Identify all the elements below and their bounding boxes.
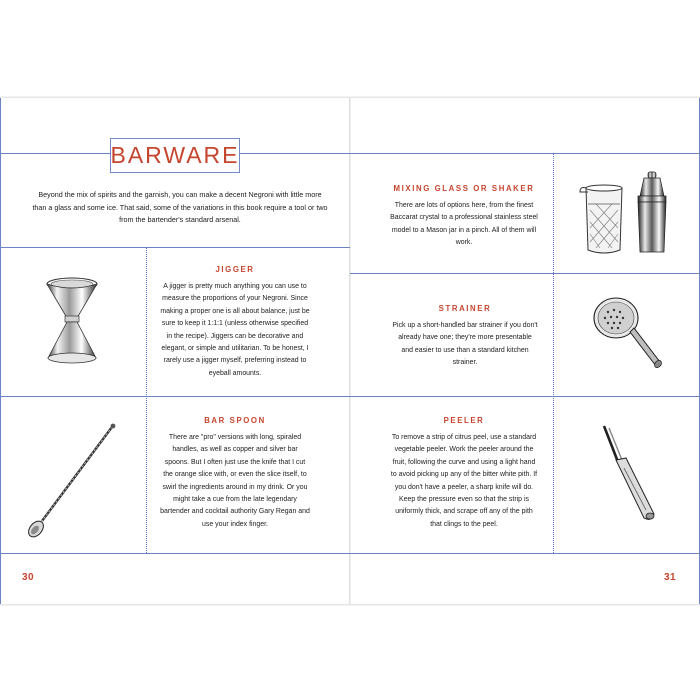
section-heading-peeler: PEELER xyxy=(443,416,485,425)
bar-spoon-icon xyxy=(18,423,118,541)
section-jigger xyxy=(160,265,310,380)
grid-line-bottom-right xyxy=(350,553,700,554)
book-spread xyxy=(0,97,700,605)
book-gutter xyxy=(349,98,351,604)
strainer-icon xyxy=(590,292,666,376)
grid-line-right-upper xyxy=(350,273,700,274)
dotted-divider-right xyxy=(553,153,554,553)
section-bar-spoon xyxy=(160,416,310,531)
section-heading-mixing-glass: MIXING GLASS OR SHAKER xyxy=(393,184,535,193)
grid-line-right-lower xyxy=(350,396,700,397)
page-title: BARWARE xyxy=(110,142,240,168)
grid-line-left-upper xyxy=(0,247,350,248)
section-body-peeler: To remove a strip of citrus peel, use a standard vegetable peeler. Work the peeler around the fruit, following the curve and using a light hand to avoid picking up any of the bitter white pith. If you don't have a peeler, a sharp knife will do. Keep the pressure even so that the strip is uniformly thick, and scrape off any of the pith that clings to the peel. xyxy=(390,434,538,528)
grid-line-bottom-left xyxy=(0,553,350,554)
section-peeler xyxy=(389,416,539,531)
section-mixing-glass xyxy=(389,184,539,250)
grid-line-left-lower xyxy=(0,396,350,397)
page-number-right: 31 xyxy=(664,572,677,583)
section-body-mixing-glass: There are lots of options here, from the finest Baccarat crystal to a professional stainless steel model to a Mason jar in a pinch. All of them will work. xyxy=(390,202,538,247)
section-heading-bar-spoon: BAR SPOON xyxy=(204,416,266,425)
section-heading-jigger: JIGGER xyxy=(215,265,255,274)
section-body-strainer: Pick up a short-handled bar strainer if you don't already have one; they're more presentable and easier to use than a standard kitchen strainer. xyxy=(392,322,538,367)
section-strainer xyxy=(392,304,538,370)
vegetable-peeler-icon xyxy=(596,422,668,526)
section-body-bar-spoon: There are "pro" versions with long, spiraled handles, as well as copper and silver bar spoons. But I often just use the knife that I cut the orange slice with, or even the slice itself, to swirl the ingredients around in my drink. Or you might take a cue from the late legendary bartender and cocktail authority Gary Regan and use your index finger. xyxy=(160,434,310,528)
page-number-left: 30 xyxy=(22,572,35,583)
dotted-divider-left xyxy=(146,247,147,553)
section-heading-strainer: STRAINER xyxy=(438,304,492,313)
section-body-jigger: A jigger is pretty much anything you can use to measure the proportions of your Negroni. Since making a proper one is all about balance, just be sure to keep it 1:1:1 (unless otherwise specified in the recipe). Jiggers can be decorative and elegant, or simple and utilitarian. To be honest, I rarely use a jigger myself, preferring instead to eyeball amounts. xyxy=(160,283,310,377)
mixing-glass-icon xyxy=(576,182,632,258)
intro-paragraph: Beyond the mix of spirits and the garnish, you can make a decent Negroni with little more than a glass and some ice. That said, some of the variations in this book require a tool or two from the bartender's standard arsenal. xyxy=(32,190,328,224)
grid-line-vertical-left-outer xyxy=(0,98,1,604)
page-title-box xyxy=(110,138,240,173)
cocktail-shaker-icon xyxy=(632,170,672,256)
jigger-icon xyxy=(40,276,104,368)
grid-line-top-right xyxy=(350,153,700,154)
